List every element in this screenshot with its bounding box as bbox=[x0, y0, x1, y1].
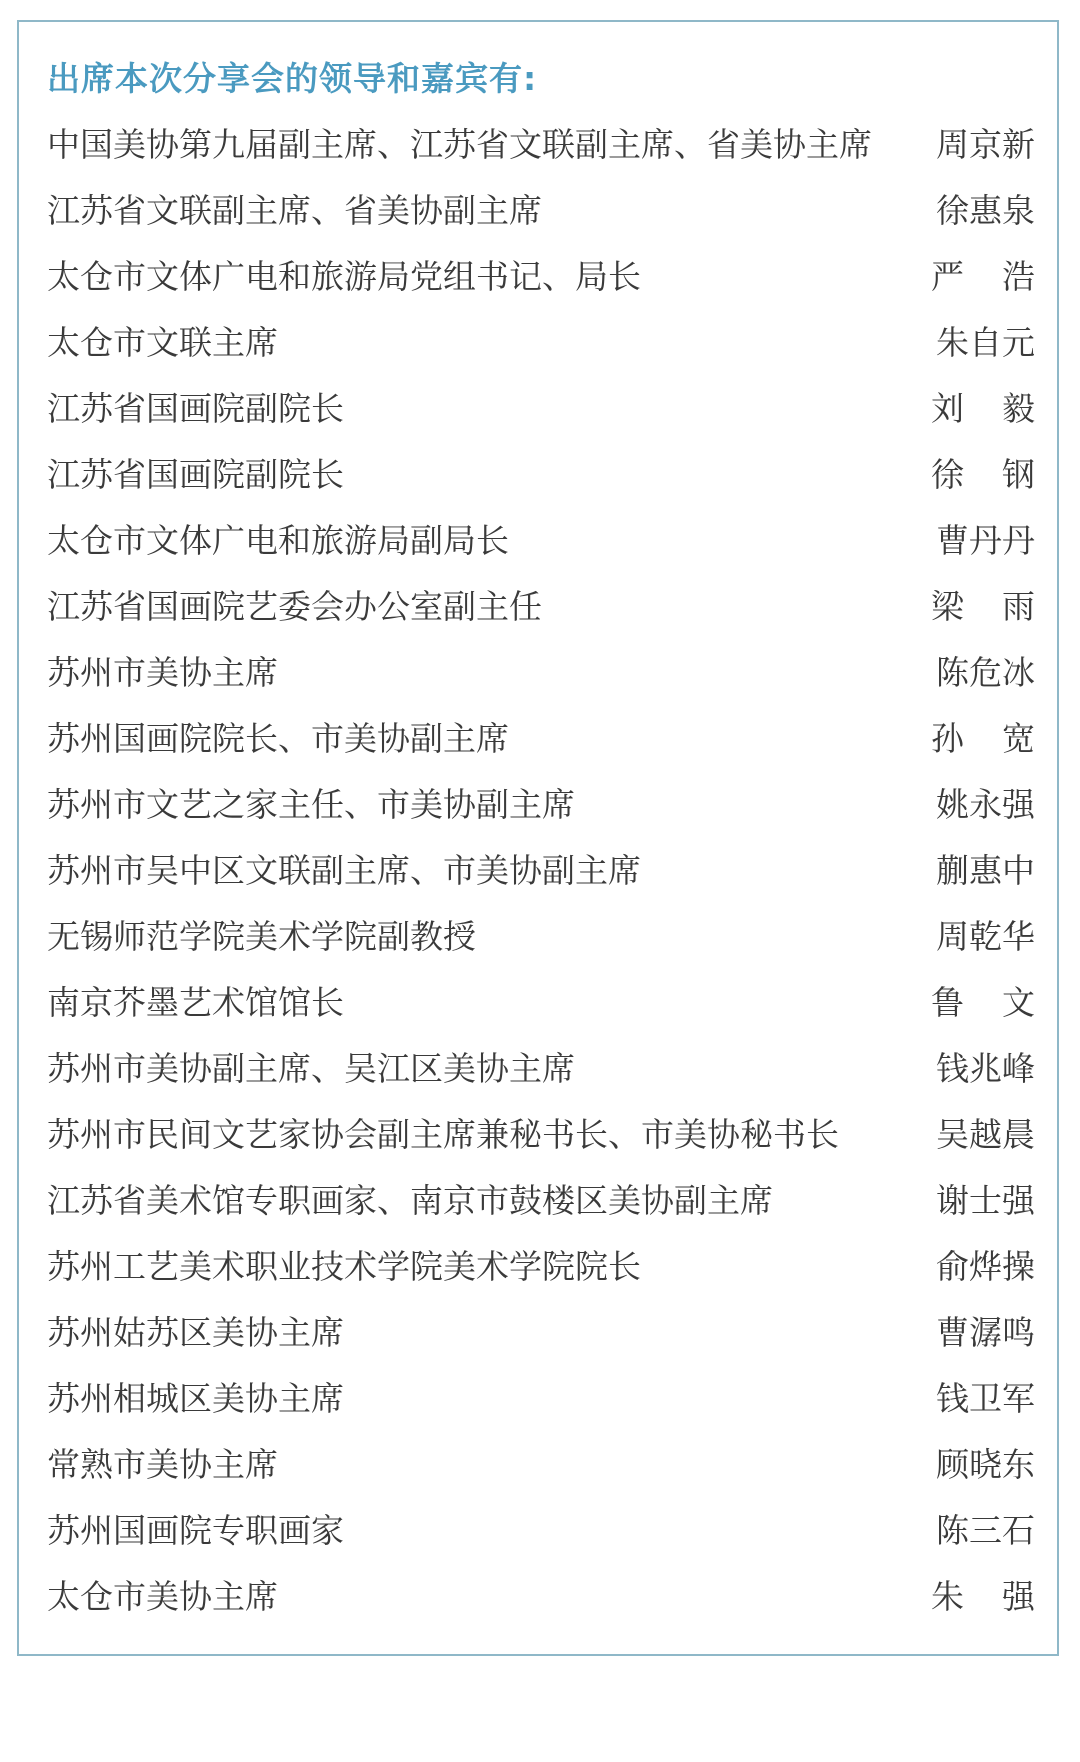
attendee-row bbox=[47, 508, 1035, 574]
attendee-name: 朱 强 bbox=[931, 1577, 1035, 1616]
attendee-name: 孙 宽 bbox=[931, 719, 1035, 758]
attendee-name: 徐惠泉 bbox=[936, 191, 1035, 230]
attendee-role: 中国美协第九届副主席、江苏省文联副主席、省美协主席 bbox=[47, 125, 872, 164]
attendee-role: 苏州市文艺之家主任、市美协副主席 bbox=[47, 785, 575, 824]
attendee-name: 朱自元 bbox=[936, 323, 1035, 362]
attendee-row bbox=[47, 1564, 1035, 1630]
attendee-row bbox=[47, 640, 1035, 706]
attendee-role: 苏州市民间文艺家协会副主席兼秘书长、市美协秘书长 bbox=[47, 1115, 839, 1154]
attendee-role: 太仓市文体广电和旅游局党组书记、局长 bbox=[47, 257, 641, 296]
attendee-name: 陈三石 bbox=[936, 1511, 1035, 1550]
attendee-role: 苏州市吴中区文联副主席、市美协副主席 bbox=[47, 851, 641, 890]
attendee-role: 太仓市文联主席 bbox=[47, 323, 278, 362]
attendee-row bbox=[47, 1432, 1035, 1498]
attendee-name: 曹丹丹 bbox=[936, 521, 1035, 560]
attendee-row bbox=[47, 178, 1035, 244]
attendee-row bbox=[47, 1168, 1035, 1234]
attendee-row bbox=[47, 376, 1035, 442]
attendee-role: 江苏省文联副主席、省美协副主席 bbox=[47, 191, 542, 230]
attendee-role: 南京芥墨艺术馆馆长 bbox=[47, 983, 344, 1022]
attendee-name: 陈危冰 bbox=[936, 653, 1035, 692]
attendee-role: 江苏省美术馆专职画家、南京市鼓楼区美协副主席 bbox=[47, 1181, 773, 1220]
list-heading: 出席本次分享会的领导和嘉宾有: bbox=[47, 59, 538, 98]
attendee-row bbox=[47, 574, 1035, 640]
attendee-name: 徐 钢 bbox=[931, 455, 1035, 494]
attendee-row bbox=[47, 112, 1035, 178]
attendee-role: 太仓市美协主席 bbox=[47, 1577, 278, 1616]
attendee-role: 江苏省国画院副院长 bbox=[47, 389, 344, 428]
attendee-role: 无锡师范学院美术学院副教授 bbox=[47, 917, 476, 956]
attendee-role: 江苏省国画院副院长 bbox=[47, 455, 344, 494]
attendee-row bbox=[47, 904, 1035, 970]
attendee-role: 苏州工艺美术职业技术学院美术学院院长 bbox=[47, 1247, 641, 1286]
attendee-name: 周京新 bbox=[936, 125, 1035, 164]
attendee-row bbox=[47, 310, 1035, 376]
attendee-role: 苏州国画院院长、市美协副主席 bbox=[47, 719, 509, 758]
attendee-name: 钱卫军 bbox=[936, 1379, 1035, 1418]
attendee-row bbox=[47, 442, 1035, 508]
attendee-role: 苏州姑苏区美协主席 bbox=[47, 1313, 344, 1352]
attendee-name: 刘 毅 bbox=[931, 389, 1035, 428]
attendee-name: 曹潺鸣 bbox=[936, 1313, 1035, 1352]
attendee-name: 顾晓东 bbox=[936, 1445, 1035, 1484]
attendee-role: 苏州国画院专职画家 bbox=[47, 1511, 344, 1550]
attendee-name: 吴越晨 bbox=[936, 1115, 1035, 1154]
attendee-name: 俞烨操 bbox=[936, 1247, 1035, 1286]
attendee-role: 太仓市文体广电和旅游局副局长 bbox=[47, 521, 509, 560]
attendee-row bbox=[47, 1498, 1035, 1564]
attendee-row bbox=[47, 1234, 1035, 1300]
attendee-name: 梁 雨 bbox=[931, 587, 1035, 626]
attendee-row bbox=[47, 706, 1035, 772]
attendee-role: 苏州市美协副主席、吴江区美协主席 bbox=[47, 1049, 575, 1088]
attendee-name: 钱兆峰 bbox=[936, 1049, 1035, 1088]
attendee-list bbox=[47, 112, 1035, 1630]
attendee-role: 苏州市美协主席 bbox=[47, 653, 278, 692]
attendee-role: 苏州相城区美协主席 bbox=[47, 1379, 344, 1418]
attendee-role: 江苏省国画院艺委会办公室副主任 bbox=[47, 587, 542, 626]
attendee-row bbox=[47, 1102, 1035, 1168]
attendee-role: 常熟市美协主席 bbox=[47, 1445, 278, 1484]
attendee-row bbox=[47, 1300, 1035, 1366]
attendee-name: 严 浩 bbox=[931, 257, 1035, 296]
attendee-row bbox=[47, 772, 1035, 838]
attendee-name: 蒯惠中 bbox=[936, 851, 1035, 890]
attendee-name: 谢士强 bbox=[936, 1181, 1035, 1220]
attendee-row bbox=[47, 1036, 1035, 1102]
attendee-name: 周乾华 bbox=[936, 917, 1035, 956]
attendee-row bbox=[47, 244, 1035, 310]
attendee-name: 姚永强 bbox=[936, 785, 1035, 824]
attendee-name: 鲁 文 bbox=[931, 983, 1035, 1022]
attendee-row bbox=[47, 838, 1035, 904]
attendee-row bbox=[47, 1366, 1035, 1432]
attendee-row bbox=[47, 970, 1035, 1036]
